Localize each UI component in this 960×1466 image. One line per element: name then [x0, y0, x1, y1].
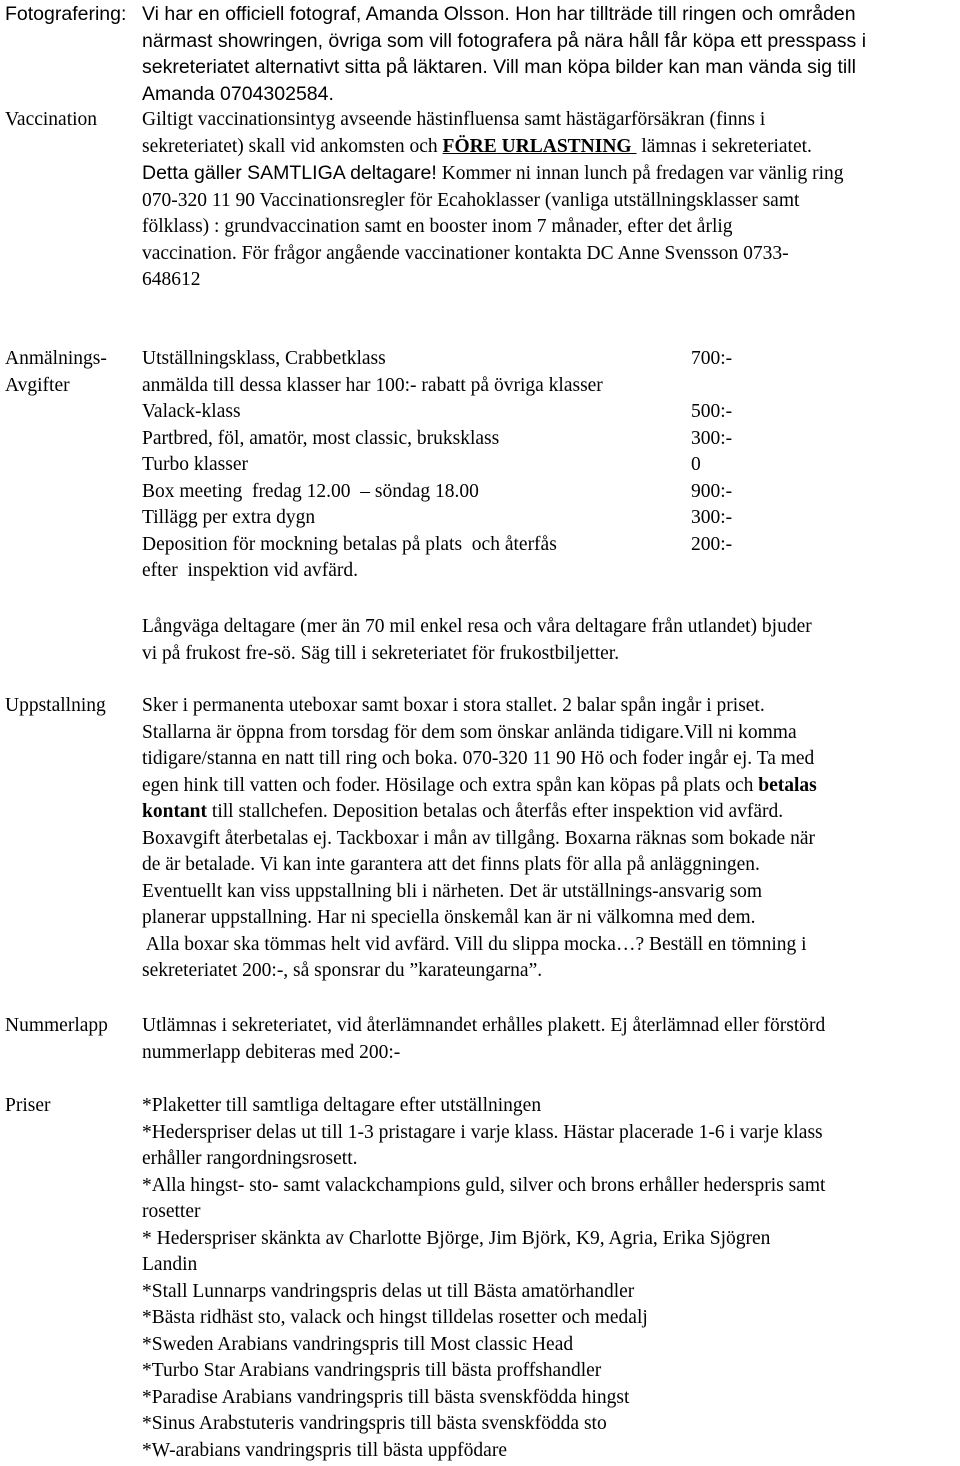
text-line: sekreteriatet alternativt sitta på läktaren. Vill man köpa bilder kan man vända sig till [142, 56, 856, 78]
fee-item: Utställningsklass, Crabbetklass [142, 348, 386, 369]
text-line: vaccination. För frågor angående vaccinationer kontakta DC Anne Svensson 0733- [142, 242, 789, 264]
langvaga-text [142, 614, 954, 667]
priser-list [142, 1093, 954, 1464]
text-line: sekreteriatet 200:-, så sponsrar du ”karateungarna”. [142, 960, 543, 981]
fee-row [142, 426, 954, 453]
text-span: egen hink till vatten och foder. Hösilage och extra spån kan köpas på plats och [142, 774, 759, 796]
text-line: Långväga deltagare (mer än 70 mil enkel resa och våra deltagare från utlandet) bjuder [142, 616, 812, 637]
list-item: *Sweden Arabians vandringspris till Most classic Head [142, 1333, 574, 1355]
label-priser: Priser [5, 1095, 51, 1116]
list-item: rosetter [142, 1201, 201, 1222]
label-fotografering: Fotografering: [5, 3, 127, 25]
text-line [142, 134, 954, 161]
fee-price: 0 [691, 454, 701, 475]
list-item: *Alla hingst- sto- samt valackchampions guld, silver och brons erhåller hederspris samt [142, 1174, 826, 1196]
list-item: erhåller rangordningsrosett. [142, 1148, 358, 1169]
label-avgifter: Avgifter [5, 374, 70, 396]
text-span: lämnas i sekreteriatet. [636, 135, 812, 157]
text-line [142, 799, 954, 826]
text-line: planerar uppstallning. Har ni speciella önskemål kan är ni välkomna med dem. [142, 907, 756, 928]
fee-table [142, 346, 954, 585]
text-line: närmast showringen, övriga som vill fotografera på nära håll får köpa ett presspass i [142, 29, 867, 52]
uppstallning-text [142, 693, 954, 985]
fee-price: 500:- [691, 401, 733, 422]
list-item: *Sinus Arabstuteris vandringspris till bästa svenskfödda sto [142, 1413, 607, 1434]
text-line: Vi har en officiell fotograf, Amanda Olsson. Hon har tillträde till ringen och områden [142, 3, 856, 25]
emphasis-fore: FÖRE [442, 135, 497, 157]
text-line [142, 160, 954, 188]
text-span: Kommer ni innan lunch på fredagen var vänlig ring [436, 163, 844, 184]
fee-item: Partbred, föl, amatör, most classic, bruksklass [142, 427, 500, 449]
text-line: Sker i permanenta uteboxar samt boxar i stora stallet. 2 balar spån ingår i priset. [142, 695, 765, 716]
fee-item: Tillägg per extra dygn [142, 507, 316, 528]
text-line: de är betalade. Vi kan inte garantera att det finns plats för alla på anläggningen. [142, 854, 760, 875]
text-line: vi på frukost fre-sö. Säg till i sekreteriatet för frukostbiljetter. [142, 642, 620, 664]
emphasis-betalas: betalas [758, 774, 817, 796]
emphasis-urlastning: URLASTNING [501, 135, 632, 157]
fee-row [142, 532, 954, 559]
text-line: Eventuellt kan viss uppstallning bli i närheten. Det är utställnings-ansvarig som [142, 880, 763, 902]
fee-item: Box meeting fredag 12.00 – söndag 18.00 [142, 480, 479, 502]
fee-item: Turbo klasser [142, 454, 248, 475]
list-item: *Hederspriser delas ut till 1-3 pristagare i varje klass. Hästar placerade 1-6 i varje klass [142, 1121, 823, 1143]
list-item: *Paradise Arabians vandringspris till bästa svenskfödda hingst [142, 1386, 630, 1408]
text-line: Boxavgift återbetalas ej. Tackboxar i mån av tillgång. Boxarna räknas som bokade när [142, 827, 815, 849]
text-line: Alla boxar ska tömmas helt vid avfärd. Vill du slippa mocka…? Beställ en tömning i [142, 933, 807, 955]
label-nummerlapp: Nummerlapp [5, 1015, 108, 1036]
list-item: *W-arabians vandringspris till bästa uppfödare [142, 1439, 507, 1461]
text-line: Stallarna är öppna from torsdag för dem som önskar anlända tidigare.Vill ni komma [142, 721, 797, 743]
fee-row [142, 373, 954, 400]
text-span: sekreteriatet) skall vid ankomsten och [142, 135, 443, 157]
fee-row [142, 479, 954, 506]
text-line: 070-320 11 90 Vaccinationsregler för Ecahoklasser (vanliga utställningsklasser samt [142, 189, 800, 211]
emphasis-kontant: kontant [142, 801, 208, 822]
fee-price: 200:- [691, 533, 733, 555]
fee-row [142, 399, 954, 426]
fotografering-text [142, 1, 954, 107]
text-line: Utlämnas i sekreteriatet, vid återlämnandet erhålles plakett. Ej återlämnad eller förstörd [142, 1015, 826, 1036]
fee-item: Deposition för mockning betalas på plats och återfås [142, 533, 557, 555]
fee-row [142, 505, 954, 532]
vaccination-text [142, 107, 954, 294]
fee-item: Valack-klass [142, 401, 241, 422]
list-item: *Bästa ridhäst sto, valack och hingst tilldelas rosetter och medalj [142, 1307, 648, 1328]
emphasis-samtliga: Detta gäller SAMTLIGA deltagare! [142, 162, 437, 184]
text-line: 648612 [142, 269, 201, 290]
text-line: Giltigt vaccinationsintyg avseende hästinfluensa samt hästägarförsäkran (finns i [142, 109, 766, 130]
fee-price: 300:- [691, 507, 733, 528]
fee-price: 300:- [691, 427, 733, 449]
list-item: * Hederspriser skänkta av Charlotte Björge, Jim Björk, K9, Agria, Erika Sjögren [142, 1227, 771, 1249]
text-line: nummerlapp debiteras med 200:- [142, 1041, 401, 1063]
fee-row [142, 346, 954, 373]
text-line [142, 773, 954, 800]
list-item: *Turbo Star Arabians vandringspris till bästa proffshandler [142, 1360, 602, 1381]
fee-row [142, 452, 954, 479]
fee-price: 700:- [691, 348, 733, 369]
text-line: tidigare/stanna en natt till ring och boka. 070-320 11 90 Hö och foder ingår ej. Ta med [142, 748, 815, 769]
text-span: till stallchefen. Deposition betalas och återfås efter inspektion vid avfärd. [207, 801, 784, 822]
list-item: *Plaketter till samtliga deltagare efter utställningen [142, 1095, 542, 1116]
fee-item: anmälda till dessa klasser har 100:- rabatt på övriga klasser [142, 374, 603, 396]
label-vaccination: Vaccination [5, 109, 98, 130]
list-item: Landin [142, 1254, 198, 1275]
label-uppstallning: Uppstallning [5, 695, 106, 716]
label-anmalnings: Anmälnings- [5, 348, 107, 369]
fee-row [142, 558, 954, 585]
fee-price: 900:- [691, 480, 733, 502]
nummerlapp-text [142, 1013, 954, 1066]
list-item: *Stall Lunnarps vandringspris delas ut till Bästa amatörhandler [142, 1280, 635, 1302]
fee-item: efter inspektion vid avfärd. [142, 560, 359, 581]
text-line: Amanda 0704302584. [142, 82, 334, 105]
text-line: fölklass) : grundvaccination samt en booster inom 7 månader, efter det årlig [142, 216, 733, 237]
